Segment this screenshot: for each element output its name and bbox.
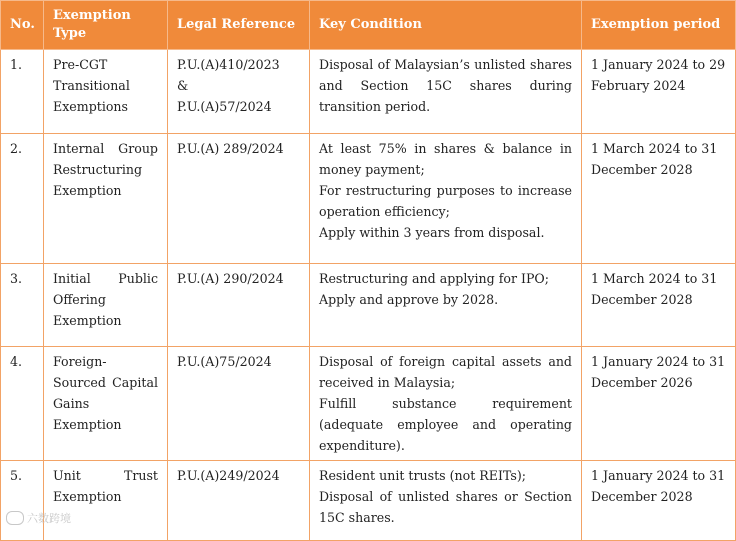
cell-no: 1.	[1, 50, 44, 134]
cell-key-condition	[310, 50, 582, 134]
cell-exemption-period: 1 January 2024 to 31 December 2028	[582, 461, 736, 541]
cell-no: 4.	[1, 347, 44, 461]
key-condition-line: Disposal of foreign capital assets and received in Malaysia;	[319, 354, 572, 390]
legal-reference-line: P.U.(A) 289/2024	[177, 141, 284, 156]
cell-exemption-period: 1 March 2024 to 31 December 2028	[582, 264, 736, 347]
table-row	[1, 50, 736, 134]
cell-exemption-type: Pre-CGT Transitional Exemptions	[44, 50, 168, 134]
header-exemption-period: Exemption period	[582, 1, 736, 50]
header-no: No.	[1, 1, 44, 50]
table-row	[1, 134, 736, 264]
legal-reference-line: P.U.(A)249/2024	[177, 468, 280, 483]
watermark-logo-icon	[6, 511, 24, 525]
header-exemption-type: Exemption Type	[44, 1, 168, 50]
table-row	[1, 461, 736, 541]
legal-reference-line: P.U.(A) 290/2024	[177, 271, 284, 286]
table-row	[1, 347, 736, 461]
key-condition-line: Disposal of unlisted shares or Section 15C shares.	[319, 489, 572, 525]
legal-reference-line: P.U.(A)75/2024	[177, 354, 272, 369]
cell-key-condition	[310, 134, 582, 264]
cell-exemption-type: Foreign-Sourced Capital Gains Exemption	[44, 347, 168, 461]
header-key-condition: Key Condition	[310, 1, 582, 50]
cell-legal-reference	[168, 264, 310, 347]
watermark	[6, 510, 71, 526]
cell-exemption-period: 1 March 2024 to 31 December 2028	[582, 134, 736, 264]
key-condition-line: Disposal of Malaysian’s unlisted shares and Section 15C shares during transition period.	[319, 57, 572, 114]
cell-no: 5.	[1, 461, 44, 541]
cell-exemption-period: 1 January 2024 to 31 December 2026	[582, 347, 736, 461]
header-row	[1, 1, 736, 50]
legal-reference-line: &	[177, 78, 189, 93]
cell-no: 3.	[1, 264, 44, 347]
watermark-text: 六数跨境	[27, 512, 71, 525]
key-condition-line: At least 75% in shares & balance in money payment;	[319, 141, 572, 177]
cell-key-condition	[310, 461, 582, 541]
cell-key-condition	[310, 264, 582, 347]
cell-exemption-type: Internal Group Restructuring Exemption	[44, 134, 168, 264]
key-condition-line: Resident unit trusts (not REITs);	[319, 468, 527, 483]
cell-exemption-type: Initial Public Offering Exemption	[44, 264, 168, 347]
key-condition-line: Fulfill substance requirement (adequate employee and operating expenditure).	[319, 396, 572, 453]
key-condition-line: For restructuring purposes to increase operation efficiency;	[319, 183, 572, 219]
cell-legal-reference	[168, 461, 310, 541]
legal-reference-line: P.U.(A)57/2024	[177, 99, 272, 114]
key-condition-line: Restructuring and applying for IPO;	[319, 271, 549, 286]
cell-key-condition	[310, 347, 582, 461]
header-legal-reference: Legal Reference	[168, 1, 310, 50]
key-condition-line: Apply within 3 years from disposal.	[319, 225, 545, 240]
table-row	[1, 264, 736, 347]
legal-reference-line: P.U.(A)410/2023	[177, 57, 280, 72]
key-condition-line: Apply and approve by 2028.	[319, 292, 499, 307]
cell-exemption-type: Unit Trust Exemption	[44, 461, 168, 541]
cell-legal-reference	[168, 347, 310, 461]
cell-legal-reference	[168, 50, 310, 134]
cell-legal-reference	[168, 134, 310, 264]
cell-exemption-period: 1 January 2024 to 29 February 2024	[582, 50, 736, 134]
cell-no: 2.	[1, 134, 44, 264]
